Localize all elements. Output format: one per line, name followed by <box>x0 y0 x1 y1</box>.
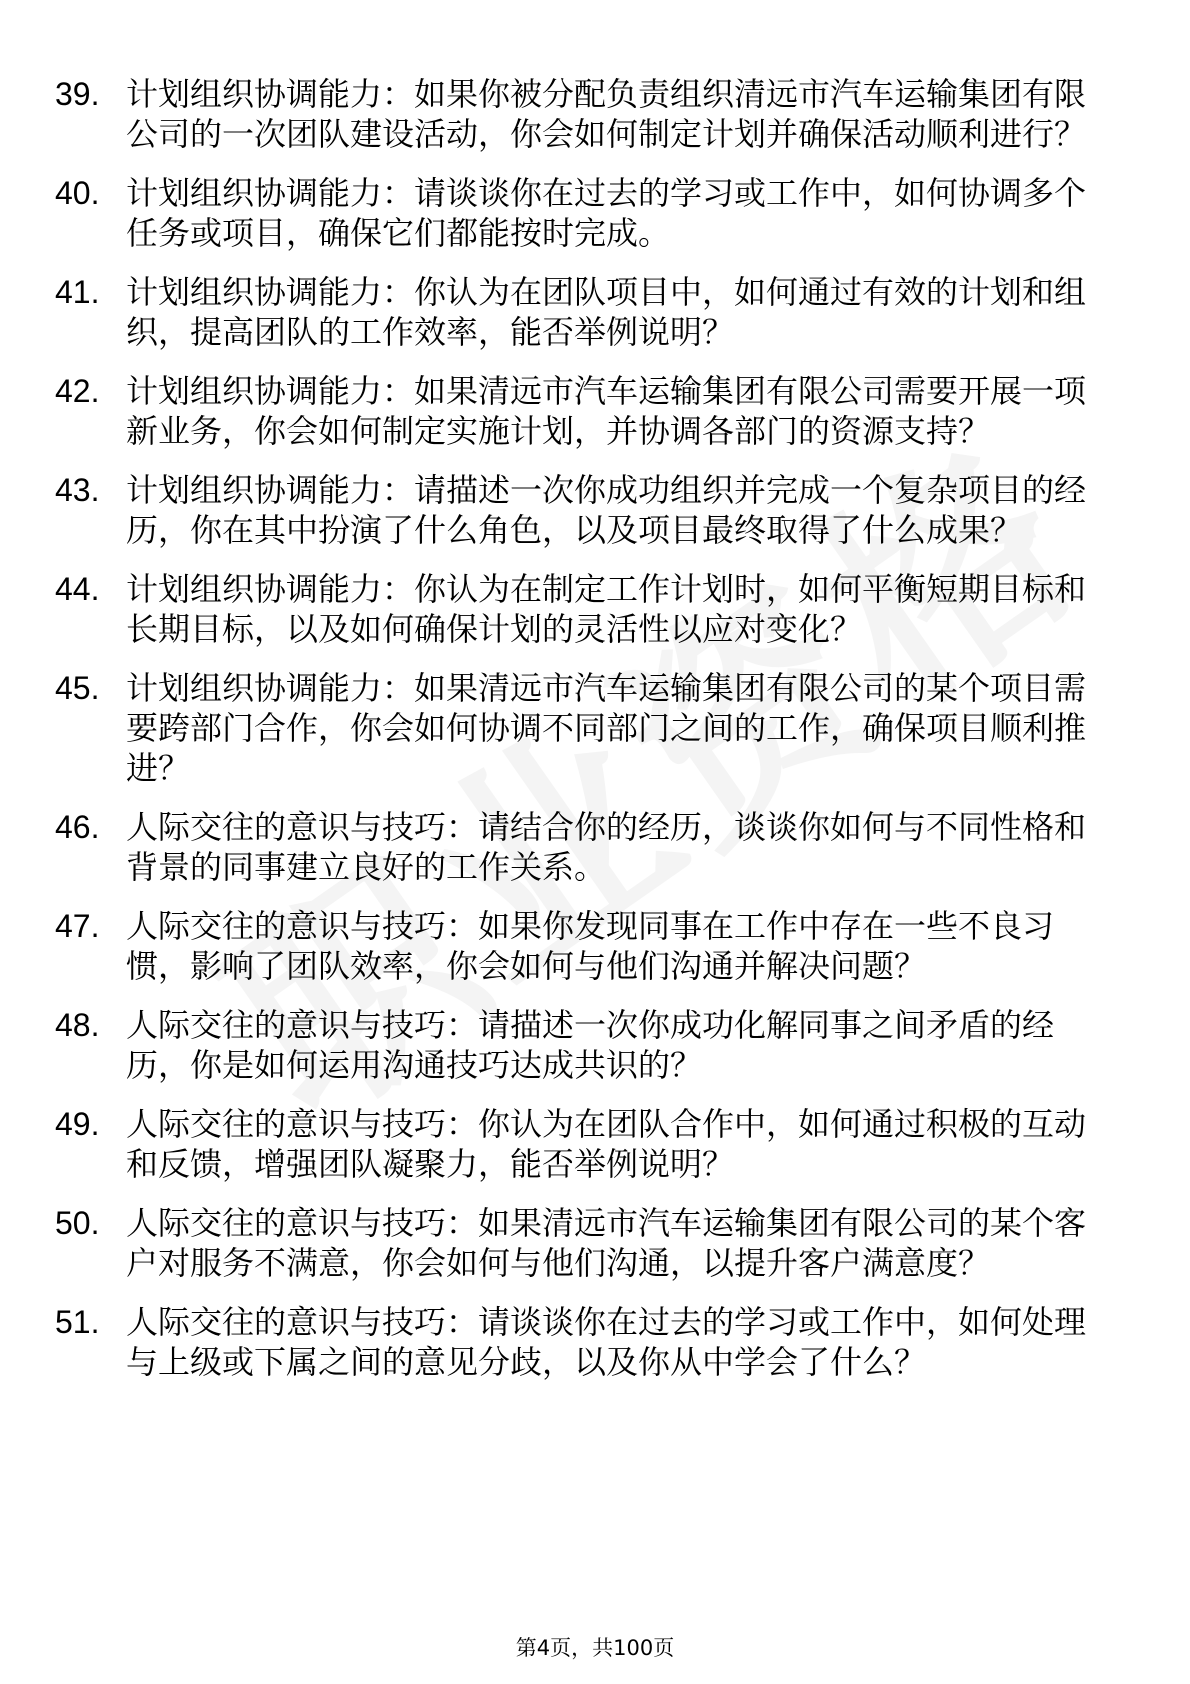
page-footer: 第4页，共100页 <box>515 1636 675 1660</box>
question-number: 42. <box>55 373 100 409</box>
question-number: 46. <box>55 809 100 845</box>
question-text: 计划组织协调能力：你认为在团队项目中，如何通过有效的计划和组织，提高团队的工作效率，能否举例说明？ <box>126 273 1087 351</box>
question-text: 计划组织协调能力：如果清远市汽车运输集团有限公司需要开展一项新业务，你会如何制定实施计划，并协调各部门的资源支持？ <box>126 372 1087 450</box>
question-item <box>0 1104 1190 1184</box>
question-number: 50. <box>55 1205 100 1241</box>
question-list <box>0 74 1190 1401</box>
question-item <box>0 1203 1190 1283</box>
question-text: 人际交往的意识与技巧：如果你发现同事在工作中存在一些不良习惯，影响了团队效率，你会如何与他们沟通并解决问题？ <box>126 907 1055 985</box>
question-text: 计划组织协调能力：如果你被分配负责组织清远市汽车运输集团有限公司的一次团队建设活动，你会如何制定计划并确保活动顺利进行？ <box>126 75 1087 153</box>
question-text: 人际交往的意识与技巧：请谈谈你在过去的学习或工作中，如何处理与上级或下属之间的意见分歧，以及你从中学会了什么？ <box>126 1303 1087 1381</box>
question-item <box>0 569 1190 649</box>
question-item <box>0 1302 1190 1382</box>
question-number: 43. <box>55 472 100 508</box>
question-item <box>0 74 1190 154</box>
question-number: 41. <box>55 274 100 310</box>
question-number: 47. <box>55 908 100 944</box>
question-number: 39. <box>55 76 100 112</box>
question-text: 计划组织协调能力：请谈谈你在过去的学习或工作中，如何协调多个任务或项目，确保它们都能按时完成。 <box>126 174 1087 252</box>
question-text: 计划组织协调能力：请描述一次你成功组织并完成一个复杂项目的经历，你在其中扮演了什么角色，以及项目最终取得了什么成果？ <box>126 471 1087 549</box>
question-item <box>0 371 1190 451</box>
question-number: 45. <box>55 670 100 706</box>
question-text: 计划组织协调能力：如果清远市汽车运输集团有限公司的某个项目需要跨部门合作，你会如何协调不同部门之间的工作，确保项目顺利推进？ <box>126 669 1087 787</box>
question-item <box>0 173 1190 253</box>
question-item <box>0 272 1190 352</box>
question-number: 48. <box>55 1007 100 1043</box>
question-number: 44. <box>55 571 100 607</box>
question-text: 人际交往的意识与技巧：你认为在团队合作中，如何通过积极的互动和反馈，增强团队凝聚力，能否举例说明？ <box>126 1105 1087 1183</box>
question-item <box>0 807 1190 887</box>
question-item <box>0 668 1190 788</box>
question-number: 40. <box>55 175 100 211</box>
question-text: 计划组织协调能力：你认为在制定工作计划时，如何平衡短期目标和长期目标，以及如何确保计划的灵活性以应对变化？ <box>126 570 1087 648</box>
question-number: 51. <box>55 1304 100 1340</box>
question-text: 人际交往的意识与技巧：请描述一次你成功化解同事之间矛盾的经历，你是如何运用沟通技巧达成共识的？ <box>126 1006 1055 1084</box>
question-item <box>0 906 1190 986</box>
question-text: 人际交往的意识与技巧：如果清远市汽车运输集团有限公司的某个客户对服务不满意，你会如何与他们沟通，以提升客户满意度？ <box>126 1204 1087 1282</box>
question-item <box>0 1005 1190 1085</box>
question-number: 49. <box>55 1106 100 1142</box>
question-text: 人际交往的意识与技巧：请结合你的经历，谈谈你如何与不同性格和背景的同事建立良好的工作关系。 <box>126 808 1087 886</box>
question-item <box>0 470 1190 550</box>
